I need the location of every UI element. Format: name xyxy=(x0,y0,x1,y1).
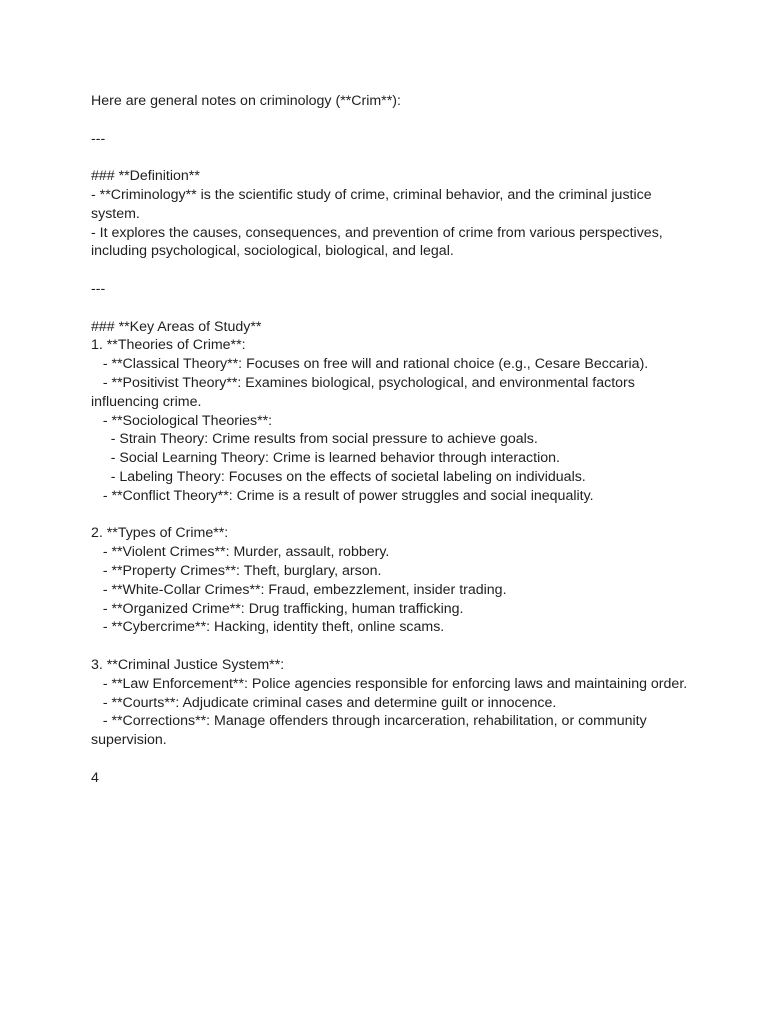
blank-line xyxy=(91,506,691,525)
text-line: - **Violent Crimes**: Murder, assault, robbery. xyxy=(91,544,390,561)
text-line: 1. **Theories of Crime**: xyxy=(91,337,246,354)
text-line: - **Sociological Theories**: xyxy=(91,412,273,429)
blank-line xyxy=(91,111,691,130)
blank-line xyxy=(91,637,691,656)
text-line: - Social Learning Theory: Crime is learned behavior through interaction. xyxy=(91,450,560,467)
text-line: - **Conflict Theory**: Crime is a result of power struggles and social inequality. xyxy=(91,487,594,504)
text-line: 4 xyxy=(91,769,99,786)
text-line: - It explores the causes, consequences, and prevention of crime from various perspectives, xyxy=(91,224,663,241)
text-line: supervision. xyxy=(91,732,167,749)
text-line: - Labeling Theory: Focuses on the effects of societal labeling on individuals. xyxy=(91,468,586,485)
text-line: - Strain Theory: Crime results from social pressure to achieve goals. xyxy=(91,431,538,448)
text-line: influencing crime. xyxy=(91,393,202,410)
text-line: 3. **Criminal Justice System**: xyxy=(91,656,285,673)
text-line: - **Law Enforcement**: Police agencies responsible for enforcing laws and maintaining order. xyxy=(91,675,688,692)
text-line: - **Courts**: Adjudicate criminal cases and determine guilt or innocence. xyxy=(91,694,557,711)
text-line: system. xyxy=(91,205,140,222)
text-line: 2. **Types of Crime**: xyxy=(91,525,229,542)
text-line: ### **Definition** xyxy=(91,168,200,185)
text-line: including psychological, sociological, biological, and legal. xyxy=(91,243,454,260)
text-line: - **White-Collar Crimes**: Fraud, embezzlement, insider trading. xyxy=(91,581,507,598)
blank-line xyxy=(91,750,691,769)
text-line: - **Organized Crime**: Drug trafficking, human trafficking. xyxy=(91,600,464,617)
text-line: - **Positivist Theory**: Examines biological, psychological, and environmental factors xyxy=(91,374,635,391)
blank-line xyxy=(91,261,691,280)
blank-line xyxy=(91,148,691,167)
blank-line xyxy=(91,299,691,318)
text-line: --- xyxy=(91,280,106,297)
text-line: - **Property Crimes**: Theft, burglary, arson. xyxy=(91,562,382,579)
text-line: - **Classical Theory**: Focuses on free will and rational choice (e.g., Cesare Beccaria). xyxy=(91,356,649,373)
text-line: --- xyxy=(91,130,106,147)
text-line: - **Criminology** is the scientific study of crime, criminal behavior, and the criminal justice xyxy=(91,186,652,203)
text-line: Here are general notes on criminology (**Crim**): xyxy=(91,93,401,109)
text-line: - **Corrections**: Manage offenders through incarceration, rehabilitation, or community xyxy=(91,713,647,730)
text-line: ### **Key Areas of Study** xyxy=(91,318,262,335)
document-body xyxy=(91,92,691,787)
text-line: - **Cybercrime**: Hacking, identity theft, online scams. xyxy=(91,619,445,636)
